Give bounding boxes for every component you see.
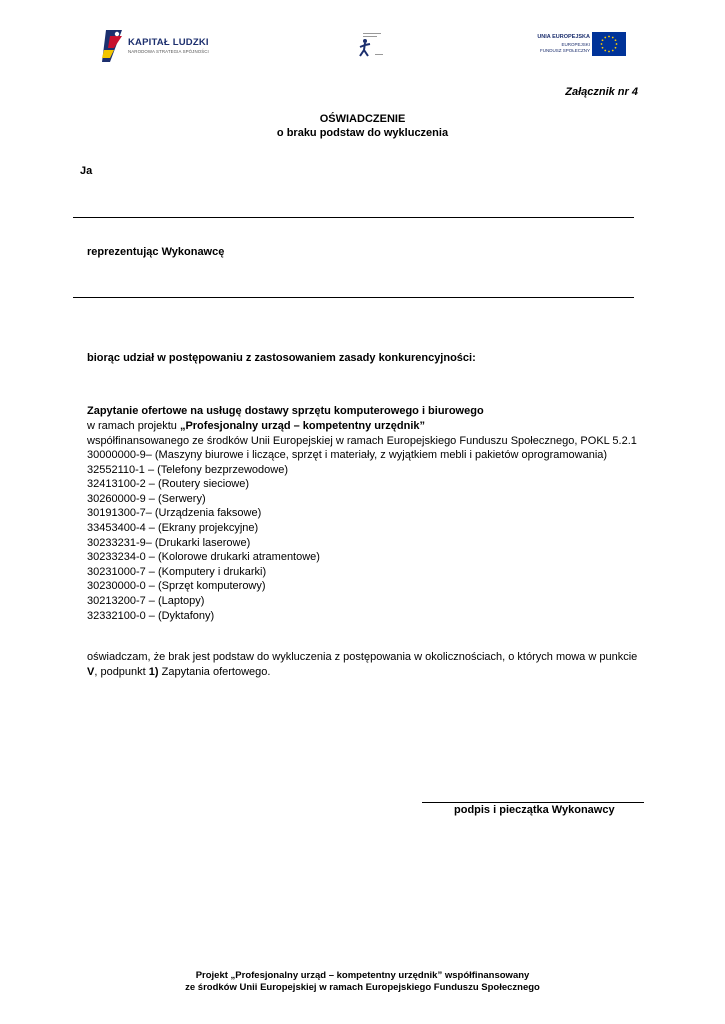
cpv-item: 30233231-9– (Drukarki laserowe): [87, 536, 251, 549]
cpv-item: 32552110-1 – (Telefony bezprzewodowe): [87, 463, 288, 476]
eu-star-icon: [602, 47, 604, 49]
declaration-point: V: [87, 666, 95, 678]
eu-star-icon: [602, 39, 604, 41]
name-line: [73, 217, 634, 218]
cpv-item: 30230000-0 – (Sprzęt komputerowy): [87, 580, 266, 593]
signature-label: podpis i pieczątka Wykonawcy: [454, 804, 615, 816]
cpv-item: 32332100-0 – (Dyktafony): [87, 609, 215, 622]
eu-flag-icon: [592, 32, 626, 56]
eu-star-icon: [608, 51, 610, 53]
eu-logo-line3: FUNDUSZ SPOŁECZNY: [539, 48, 590, 53]
document-title: [0, 112, 725, 140]
footer-line1: Projekt „Profesjonalny urząd – kompetentny urzędnik” współfinansowany: [195, 970, 530, 981]
eu-star-icon: [608, 36, 610, 38]
ja-label: Ja: [80, 165, 93, 177]
eu-logo: [538, 32, 630, 58]
cpv-code-list: [87, 448, 607, 623]
eu-logo-line2: EUROPEJSKI: [561, 42, 590, 47]
eu-star-icon: [616, 43, 618, 45]
inquiry-heading: Zapytanie ofertowe na usługę dostawy sprzętu komputerowego i biurowego: [87, 405, 484, 417]
cpv-item: 30213200-7 – (Laptopy): [87, 594, 205, 607]
declaration-line1: oświadczam, że brak jest podstaw do wykluczenia z postępowania w okolicznościach, o których mowa w punkcie: [87, 651, 638, 663]
logo-subtitle: NARODOWA STRATEGIA SPÓJNOŚCI: [128, 49, 209, 54]
declaration-line2: [87, 665, 270, 680]
logo-title: KAPITAŁ LUDZKI: [128, 37, 209, 48]
attachment-label: Załącznik nr 4: [565, 86, 638, 98]
footer-line2: ze środków Unii Europejskiej w ramach Europejskiego Funduszu Społecznego: [185, 982, 540, 993]
cpv-item: 30260000-9 – (Serwery): [87, 492, 206, 505]
eu-star-icon: [604, 50, 606, 52]
project-line: [87, 419, 425, 434]
title-line2: o braku podstaw do wykluczenia: [276, 127, 449, 139]
project-prefix: w ramach projektu: [87, 420, 180, 432]
eu-star-icon: [601, 43, 603, 45]
page-footer: [0, 970, 725, 994]
eu-star-icon: [615, 47, 617, 49]
participation-text: biorąc udział w postępowaniu z zastosowaniem zasady konkurencyjności:: [87, 352, 476, 364]
cpv-item: 30000000-9– (Maszyny biurowe i liczące, sprzęt i materiały, z wyjątkiem mebli i pakietów oprogramowania): [87, 449, 608, 461]
eu-star-icon: [604, 37, 606, 39]
cpv-item: 30191300-7– (Urządzenia faksowe): [87, 507, 262, 520]
cpv-item: 30231000-7 – (Komputery i drukarki): [87, 565, 267, 578]
declaration-end: Zapytania ofertowego.: [158, 666, 271, 678]
declaration-mid: , podpunkt: [94, 666, 149, 678]
eu-star-icon: [612, 50, 614, 52]
project-name: „Profesjonalny urząd – kompetentny urzędnik”: [179, 420, 426, 432]
running-figure-icon: [355, 30, 391, 60]
kapital-ludzki-logo: [100, 28, 220, 64]
eu-star-icon: [612, 37, 614, 39]
cpv-item: 32413100-2 – (Routery sieciowe): [87, 478, 250, 491]
title-line1: OŚWIADCZENIE: [319, 113, 406, 125]
eu-logo-line1: UNIA EUROPEJSKA: [537, 34, 590, 40]
project-logo: [355, 30, 391, 60]
eu-star-icon: [615, 39, 617, 41]
cpv-item: 33453400-4 – (Ekrany projekcyjne): [87, 521, 259, 534]
declaration-subpoint: 1): [148, 666, 159, 678]
cpv-item: 30233234-0 – (Kolorowe drukarki atramentowe): [87, 551, 320, 564]
kapital-ludzki-emblem-icon: [100, 28, 126, 64]
cofinanced-line: współfinansowanego ze środków Unii Europejskiej w ramach Europejskiego Funduszu Społecznego, POKL 5.2.1: [87, 435, 637, 447]
representing-label: reprezentując Wykonawcę: [87, 246, 225, 258]
contractor-line: [73, 297, 634, 298]
